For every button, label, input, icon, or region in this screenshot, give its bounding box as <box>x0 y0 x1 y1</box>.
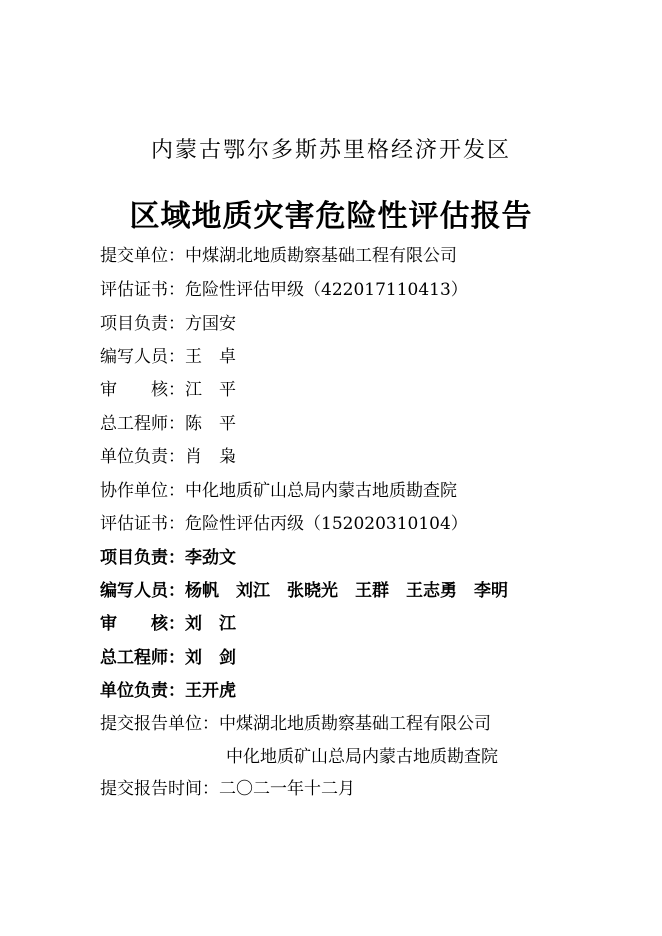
party2-lead-label: 项目负责： <box>100 548 185 568</box>
party1-review-value: 江 平 <box>185 380 236 400</box>
party1-unit-row <box>100 243 457 269</box>
party2-cert-label: 评估证书： <box>100 514 185 534</box>
party2-unit-value: 中化地质矿山总局内蒙古地质勘查院 <box>185 481 457 501</box>
party2-head-label: 单位负责： <box>100 681 185 701</box>
party2-lead-row <box>100 545 236 571</box>
party1-engineer-value: 陈 平 <box>185 414 236 434</box>
party1-writers-value: 王 卓 <box>185 347 236 367</box>
party2-engineer-value: 刘 剑 <box>185 648 236 668</box>
party2-engineer-row <box>100 645 236 671</box>
submission-time-row <box>100 776 355 802</box>
party2-head-value: 王开虎 <box>185 681 236 701</box>
party1-lead-value: 方国安 <box>185 314 236 334</box>
party1-unit-value: 中煤湖北地质勘察基础工程有限公司 <box>185 246 457 266</box>
party1-cert-row <box>100 277 468 303</box>
party1-head-label: 单位负责： <box>100 447 185 467</box>
party1-cert-value: 危险性评估甲级（422017110413） <box>185 280 468 300</box>
party2-review-label: 审 核： <box>100 614 185 634</box>
submission-time-label: 提交报告时间： <box>100 779 219 799</box>
party1-head-row <box>100 444 236 470</box>
party1-head-value: 肖 枭 <box>185 447 236 467</box>
party2-unit-row <box>100 478 457 504</box>
party1-review-label: 审 核： <box>100 380 185 400</box>
party1-unit-label: 提交单位： <box>100 246 185 266</box>
party2-review-row <box>100 611 236 637</box>
party1-review-row <box>100 377 236 403</box>
report-title: 区域地质灾害危险性评估报告 <box>129 199 533 234</box>
party2-writers-row <box>100 578 508 604</box>
party1-engineer-label: 总工程师： <box>100 414 185 434</box>
party2-cert-value: 危险性评估丙级（152020310104） <box>185 514 468 534</box>
party1-lead-row <box>100 311 236 337</box>
party2-writers-label: 编写人员： <box>100 581 185 601</box>
party1-writers-row <box>100 344 236 370</box>
party1-cert-label: 评估证书： <box>100 280 185 300</box>
party1-engineer-row <box>100 411 236 437</box>
party2-cert-row <box>100 511 468 537</box>
party2-lead-value: 李劲文 <box>185 548 236 568</box>
submission-units-row <box>100 711 491 737</box>
party2-writers-value: 杨帆 刘江 张晓光 王群 王志勇 李明 <box>185 581 508 601</box>
party2-unit-label: 协作单位： <box>100 481 185 501</box>
report-subtitle: 内蒙古鄂尔多斯苏里格经济开发区 <box>150 138 511 163</box>
submission-unit2-row <box>226 744 498 770</box>
party1-writers-label: 编写人员： <box>100 347 185 367</box>
party1-lead-label: 项目负责： <box>100 314 185 334</box>
submission-time-value: 二〇二一年十二月 <box>219 779 355 799</box>
submission-unit1-value: 中煤湖北地质勘察基础工程有限公司 <box>219 714 491 734</box>
party2-engineer-label: 总工程师： <box>100 648 185 668</box>
party2-head-row <box>100 678 236 704</box>
submission-unit2-value: 中化地质矿山总局内蒙古地质勘查院 <box>226 747 498 767</box>
party2-review-value: 刘 江 <box>185 614 236 634</box>
submission-units-label: 提交报告单位： <box>100 714 219 734</box>
